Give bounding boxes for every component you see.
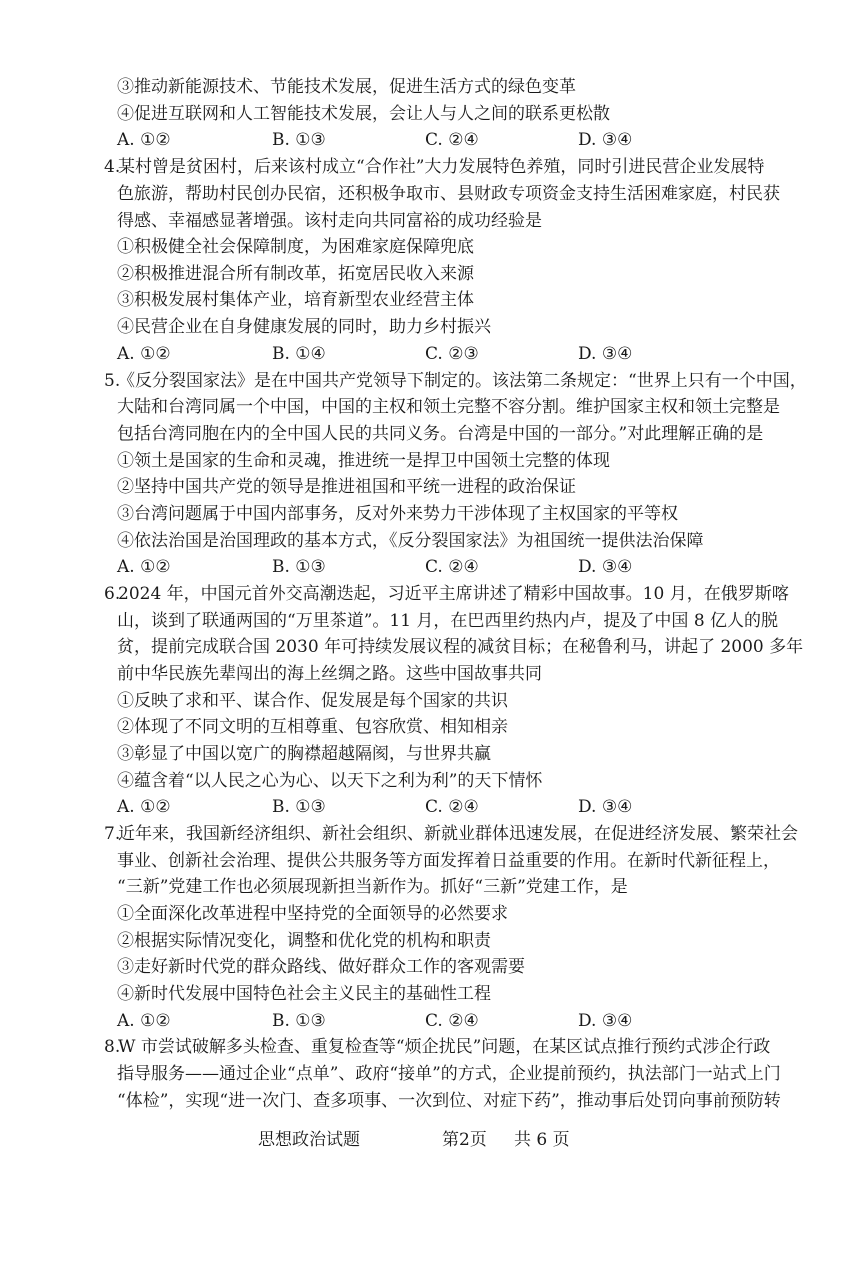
q7-option-c: C. ②④ (425, 1011, 479, 1031)
q6-option-d: D. ③④ (578, 797, 633, 817)
q3-item-4: ④促进互联网和人工智能技术发展，会让人与人之间的联系更松散 (117, 104, 610, 124)
q6-item-4: ④蕴含着“以人民之心为心、以天下之利为利”的天下情怀 (117, 771, 543, 791)
q5-item-1: ①领土是国家的生命和灵魂，推进统一是捍卫中国领土完整的体现 (117, 451, 610, 471)
q7-stem-line-3: “三新”党建工作也必须展现新担当新作为。抓好“三新”党建工作，是 (117, 877, 628, 897)
q5-stem-line-1: 5.《反分裂国家法》是在中国共产党领导下制定的。该法第二条规定：“世界上只有一个中国， (104, 371, 807, 391)
q8-stem-line-1: 8.W 市尝试破解多头检查、重复检查等“烦企扰民”问题，在某区试点推行预约式涉企行政 (104, 1037, 771, 1057)
q6-stem-line-3: 贫，提前完成联合国 2030 年可持续发展议程的减贫目标；在秘鲁利马，讲起了 2000 多年 (117, 637, 804, 657)
q5-item-2: ②坚持中国共产党的领导是推进祖国和平统一进程的政治保证 (117, 477, 576, 497)
q6-number: 6. (104, 584, 121, 604)
q8-stem-line-3: “体检”，实现“进一次门、查多项事、一次到位、对症下药”，推动事后处罚向事前预防转 (117, 1091, 781, 1111)
q5-option-a: A. ①② (117, 557, 171, 577)
q4-item-1: ①积极健全社会保障制度，为困难家庭保障兜底 (117, 237, 474, 257)
q5-option-d: D. ③④ (578, 557, 633, 577)
q3-option-b: B. ①③ (272, 130, 326, 150)
q5-stem-line-3: 包括台湾同胞在内的全中国人民的共同义务。台湾是中国的一部分。”对此理解正确的是 (117, 424, 764, 444)
q7-stem-line-2: 事业、创新社会治理、提供公共服务等方面发挥着日益重要的作用。在新时代新征程上， (117, 851, 780, 871)
q4-option-c: C. ②③ (425, 344, 479, 364)
q6-option-c: C. ②④ (425, 797, 479, 817)
q6-stem-line-2: 山，谈到了联通两国的“万里茶道”。11 月，在巴西里约热内卢，提及了中国 8 亿人的脱 (117, 611, 779, 631)
q7-number: 7. (104, 824, 121, 844)
footer-subject: 思想政治试题 (258, 1130, 360, 1150)
q7-option-a: A. ①② (117, 1011, 171, 1031)
q4-number: 4. (104, 157, 121, 177)
q7-item-1: ①全面深化改革进程中坚持党的全面领导的必然要求 (117, 904, 508, 924)
footer-page-number: 第2页 (442, 1130, 487, 1150)
q3-option-d: D. ③④ (578, 130, 633, 150)
q6-item-2: ②体现了不同文明的互相尊重、包容欣赏、相知相亲 (117, 717, 508, 737)
q4-option-d: D. ③④ (578, 344, 633, 364)
q4-item-4: ④民营企业在自身健康发展的同时，助力乡村振兴 (117, 317, 491, 337)
q7-stem-line-1: 7.近年来，我国新经济组织、新社会组织、新就业群体迅速发展，在促进经济发展、繁荣社会 (104, 824, 798, 844)
q4-item-3: ③积极发展村集体产业，培育新型农业经营主体 (117, 290, 474, 310)
q6-stem-line-4: 前中华民族先辈闯出的海上丝绸之路。这些中国故事共同 (117, 664, 542, 684)
q5-option-b: B. ①③ (272, 557, 326, 577)
q3-item-3: ③推动新能源技术、节能技术发展，促进生活方式的绿色变革 (117, 77, 576, 97)
q6-item-3: ③彰显了中国以宽广的胸襟超越隔阂，与世界共赢 (117, 744, 491, 764)
q7-option-b: B. ①③ (272, 1011, 326, 1031)
q4-option-a: A. ①② (117, 344, 171, 364)
q4-stem-line-1: 4.某村曾是贫困村，后来该村成立“合作社”大力发展特色养殖，同时引进民营企业发展特 (104, 157, 765, 177)
q6-option-b: B. ①③ (272, 797, 326, 817)
q4-option-b: B. ①④ (272, 344, 326, 364)
q5-item-4: ④依法治国是治国理政的基本方式，《反分裂国家法》为祖国统一提供法治保障 (117, 531, 704, 551)
q4-item-2: ②积极推进混合所有制改革，拓宽居民收入来源 (117, 264, 474, 284)
q8-number: 8. (104, 1037, 121, 1057)
q7-item-3: ③走好新时代党的群众路线、做好群众工作的客观需要 (117, 957, 525, 977)
q3-option-a: A. ①② (117, 130, 171, 150)
footer-page-total: 共 6 页 (514, 1130, 570, 1150)
q6-stem-line-1: 6.2024 年，中国元首外交高潮迭起，习近平主席讲述了精彩中国故事。10 月，在俄罗斯喀 (104, 584, 789, 604)
q7-item-2: ②根据实际情况变化，调整和优化党的机构和职责 (117, 931, 491, 951)
q5-option-c: C. ②④ (425, 557, 479, 577)
q4-stem-line-3: 得感、幸福感显著增强。该村走向共同富裕的成功经验是 (117, 211, 542, 231)
q4-stem-line-2: 色旅游，帮助村民创办民宿，还积极争取市、县财政专项资金支持生活困难家庭，村民获 (117, 184, 780, 204)
q6-item-1: ①反映了求和平、谋合作、促发展是每个国家的共识 (117, 691, 508, 711)
q7-item-4: ④新时代发展中国特色社会主义民主的基础性工程 (117, 984, 491, 1004)
q5-item-3: ③台湾问题属于中国内部事务，反对外来势力干涉体现了主权国家的平等权 (117, 504, 678, 524)
q5-number: 5. (104, 371, 121, 391)
q6-option-a: A. ①② (117, 797, 171, 817)
q3-option-c: C. ②④ (425, 130, 479, 150)
q8-stem-line-2: 指导服务——通过企业“点单”、政府“接单”的方式，企业提前预约，执法部门一站式上门 (117, 1064, 781, 1084)
q7-option-d: D. ③④ (578, 1011, 633, 1031)
q5-stem-line-2: 大陆和台湾同属一个中国，中国的主权和领土完整不容分割。维护国家主权和领土完整是 (117, 397, 780, 417)
